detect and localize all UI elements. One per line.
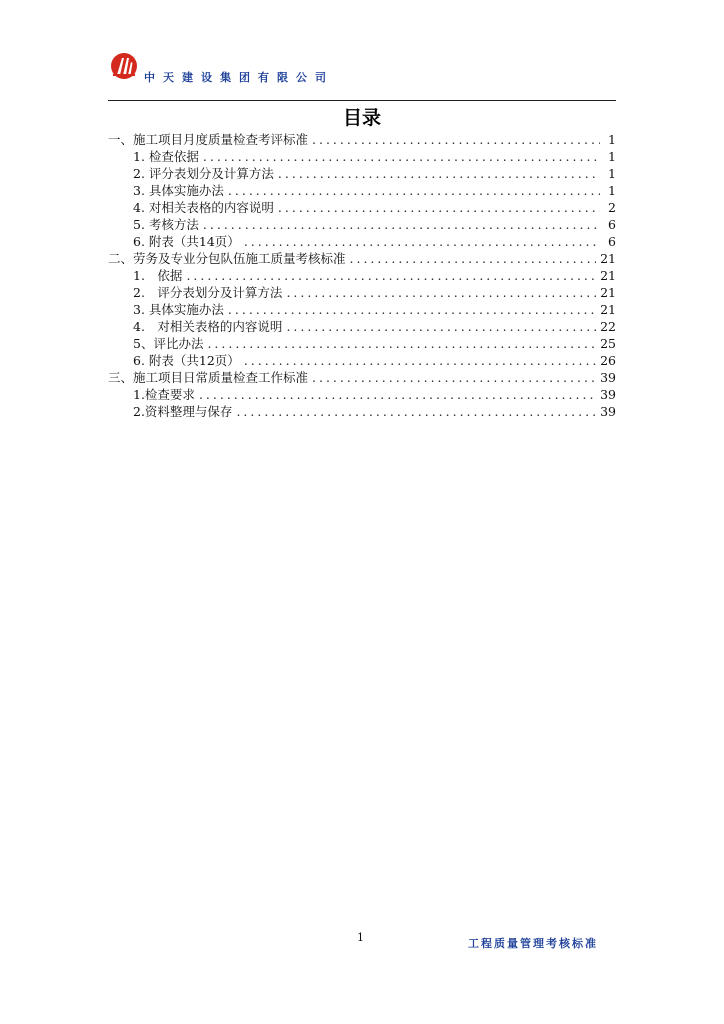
page-header — [108, 48, 616, 102]
toc-entry-page: 25 — [600, 336, 616, 351]
toc-entry-label: 5. 考核方法 — [133, 217, 199, 232]
toc-entry[interactable] — [108, 335, 616, 352]
toc-entry-page: 39 — [600, 387, 616, 402]
toc-entry-page: 21 — [600, 285, 616, 300]
toc-leader-dots — [350, 250, 597, 267]
toc-entry-page: 22 — [600, 319, 616, 334]
toc-entry[interactable] — [108, 199, 616, 216]
toc-leader-dots — [244, 352, 596, 369]
toc-entry[interactable] — [108, 233, 616, 250]
toc-entry-page: 1 — [608, 149, 616, 164]
toc-entry-label: 6. 附表（共14页） — [133, 234, 240, 249]
toc-entry-page: 1 — [608, 166, 616, 181]
toc-entry-page: 2 — [608, 200, 616, 215]
toc-entry-label: 1. 依据 — [133, 268, 183, 283]
toc-leader-dots — [199, 386, 596, 403]
company-name: 中天建设集团有限公司 — [144, 71, 334, 84]
toc-entry[interactable] — [108, 216, 616, 233]
toc-entry-page: 26 — [600, 353, 616, 368]
toc-entry-page: 39 — [600, 370, 616, 385]
toc-entry-label: 一、施工项目月度质量检查考评标准 — [108, 132, 309, 147]
toc-entry-page: 1 — [608, 132, 616, 147]
toc-entry-label: 三、施工项目日常质量检查工作标准 — [108, 370, 309, 385]
toc-entry-page: 6 — [608, 217, 616, 232]
toc-entry[interactable] — [108, 301, 616, 318]
toc-entry-page: 39 — [600, 404, 616, 419]
toc-entry-label: 5、评比办法 — [133, 336, 204, 351]
table-of-contents — [108, 131, 616, 420]
company-logo-icon — [110, 52, 138, 80]
toc-leader-dots — [228, 301, 596, 318]
toc-entry[interactable] — [108, 386, 616, 403]
toc-entry-label: 4. 对相关表格的内容说明 — [133, 200, 274, 215]
toc-entry-label: 1. 检查依据 — [133, 149, 199, 164]
toc-leader-dots — [228, 182, 600, 199]
toc-entry-label: 2.资料整理与保存 — [133, 404, 233, 419]
toc-entry[interactable] — [108, 165, 616, 182]
toc-entry-page: 6 — [608, 234, 616, 249]
footer-page-number: 1 — [357, 931, 364, 944]
footer-document-name: 工程质量管理考核标准 — [468, 937, 598, 950]
toc-entry-label: 6. 附表（共12页） — [133, 353, 240, 368]
toc-entry-label: 2. 评分表划分及计算方法 — [133, 285, 283, 300]
toc-leader-dots — [207, 335, 596, 352]
toc-entry-page: 21 — [600, 302, 616, 317]
toc-entry-label: 二、劳务及专业分包队伍施工质量考核标准 — [108, 251, 346, 266]
toc-entry[interactable] — [108, 267, 616, 284]
toc-entry-page: 21 — [600, 251, 616, 266]
toc-leader-dots — [236, 403, 596, 420]
toc-leader-dots — [286, 318, 596, 335]
toc-entry-label: 3. 具体实施办法 — [133, 302, 224, 317]
toc-leader-dots — [312, 131, 600, 148]
toc-entry-label: 4. 对相关表格的内容说明 — [133, 319, 283, 334]
toc-entry-label: 3. 具体实施办法 — [133, 183, 224, 198]
toc-entry[interactable] — [108, 148, 616, 165]
toc-entry[interactable] — [108, 250, 616, 267]
toc-entry-label: 2. 评分表划分及计算方法 — [133, 166, 274, 181]
toc-leader-dots — [186, 267, 596, 284]
toc-entry[interactable] — [108, 352, 616, 369]
toc-entry[interactable] — [108, 182, 616, 199]
header-divider — [108, 100, 616, 101]
toc-entry-label: 1.检查要求 — [133, 387, 195, 402]
toc-entry[interactable] — [108, 403, 616, 420]
toc-entry[interactable] — [108, 369, 616, 386]
toc-leader-dots — [286, 284, 596, 301]
toc-leader-dots — [244, 233, 600, 250]
toc-entry[interactable] — [108, 131, 616, 148]
toc-entry[interactable] — [108, 284, 616, 301]
toc-leader-dots — [203, 216, 600, 233]
toc-entry-page: 21 — [600, 268, 616, 283]
toc-title: 目录 — [342, 107, 381, 129]
toc-leader-dots — [312, 369, 596, 386]
toc-leader-dots — [278, 165, 600, 182]
toc-entry-page: 1 — [608, 183, 616, 198]
toc-entry[interactable] — [108, 318, 616, 335]
toc-leader-dots — [278, 199, 600, 216]
toc-leader-dots — [203, 148, 600, 165]
